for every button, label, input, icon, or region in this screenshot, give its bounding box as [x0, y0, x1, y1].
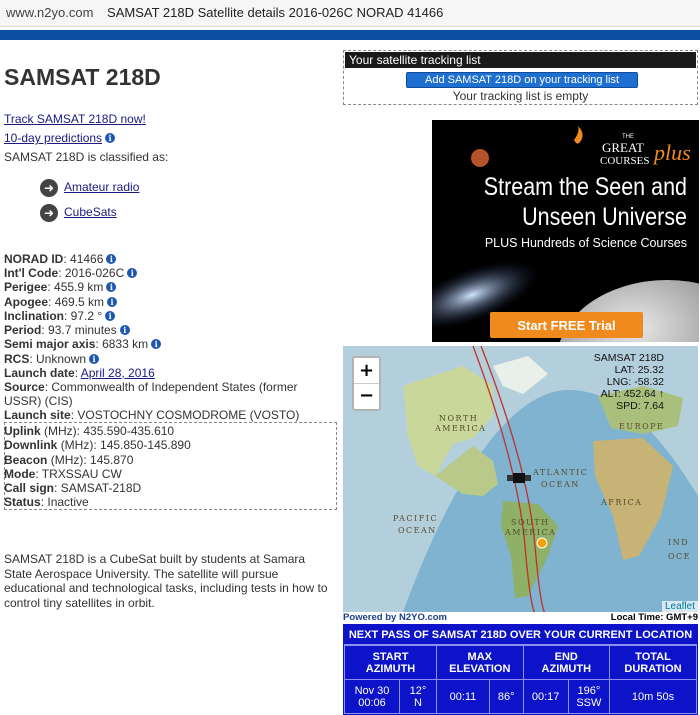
launch-date-link[interactable]: April 28, 2016	[80, 366, 155, 380]
arrow-right-icon: ➜	[40, 179, 58, 197]
next-pass-panel	[343, 624, 698, 715]
apogee-row: Apogee: 469.5 km i	[4, 295, 117, 309]
beacon-row: Beacon (MHz): 145.870	[4, 453, 134, 467]
start-azimuth-header: START AZIMUTH	[345, 646, 437, 680]
intl-code-row: Int'l Code: 2016-026C i	[4, 266, 137, 280]
field-label: Uplink	[4, 424, 41, 438]
map-label: IND	[668, 538, 690, 547]
page-title: SAMSAT 218D	[4, 64, 161, 90]
category-amateur-radio[interactable]	[40, 179, 139, 197]
info-icon[interactable]: i	[105, 133, 115, 143]
map-label: PACIFIC	[393, 514, 439, 523]
period-row: Period: 93.7 minutes i	[4, 323, 130, 337]
leaflet-attribution-link[interactable]: Leaflet	[662, 601, 698, 612]
start-time-cell: Nov 30 00:06	[345, 680, 400, 714]
launch-date-row: Launch date: April 28, 2016	[4, 366, 155, 380]
field-value: Commonwealth of Independent States (former	[51, 380, 298, 394]
arrow-right-icon: ➜	[40, 204, 58, 222]
field-value: 41466	[70, 252, 104, 266]
perigee-row: Perigee: 455.9 km i	[4, 280, 116, 294]
field-label: Mode	[4, 467, 36, 481]
domain-text: www.n2yo.com	[6, 5, 94, 20]
zoom-in-button[interactable]: +	[354, 358, 379, 383]
field-label: Int'l Code	[4, 266, 59, 280]
field-label: Call sign	[4, 481, 55, 495]
predictions-row	[4, 131, 115, 145]
field-value: 435.590-435.610	[83, 424, 175, 438]
field-value: VOSTOCHNY COSMODROME (VOSTO)	[77, 408, 300, 422]
downlink-row: Downlink (MHz): 145.850-145.890	[4, 438, 191, 452]
field-label: Semi major axis	[4, 337, 96, 351]
site-header-bar	[0, 30, 700, 40]
start-free-trial-button[interactable]: Start FREE Trial	[490, 312, 643, 338]
table-row	[345, 680, 697, 714]
semi-major-axis-row: Semi major axis: 6833 km i	[4, 337, 161, 351]
field-value: TRXSSAU CW	[41, 467, 122, 481]
map-label: SOUTH	[511, 518, 550, 527]
readout-name: SAMSAT 218D	[593, 352, 664, 364]
field-label: Status	[4, 495, 41, 509]
map-label: OCE	[668, 552, 692, 561]
launch-site-row: Launch site: VOSTOCHNY COSMODROME (VOSTO)	[4, 408, 300, 422]
map-label: EUROPE	[619, 422, 665, 431]
tracking-list-empty-text: Your tracking list is empty	[452, 89, 589, 103]
end-time-cell: 00:17	[523, 680, 568, 714]
total-duration-header: TOTAL DURATION	[610, 646, 697, 680]
field-value: 97.2 °	[70, 309, 103, 323]
field-value: 6833 km	[102, 337, 149, 351]
field-value: 93.7 minutes	[48, 323, 117, 337]
max-elevation-cell: 86°	[489, 680, 523, 714]
field-value: 455.9 km	[54, 280, 104, 294]
tracking-list-header: Your satellite tracking list	[345, 52, 696, 68]
status-row: Status: Inactive	[4, 495, 89, 509]
map-label: AMERICA	[435, 424, 487, 433]
satellite-description: SAMSAT 218D is a CubeSat built by students at Samara State Aerospace University. The satellite will pursue educational and technological tasks, including tests in how to control tiny satellites in orbit.	[4, 552, 328, 610]
next-pass-title: NEXT PASS OF SAMSAT 218D OVER YOUR CURRENT LOCATION	[344, 625, 697, 645]
max-time-cell: 00:11	[437, 680, 490, 714]
uplink-row: Uplink (MHz): 435.590-435.610	[4, 424, 175, 438]
track-now-link[interactable]: Track SAMSAT 218D now!	[4, 112, 146, 126]
zoom-out-button[interactable]: −	[354, 383, 379, 408]
satellite-position-readout	[594, 352, 664, 412]
local-time-text: Local Time: GMT+9	[610, 612, 698, 623]
powered-by-text: Powered by N2YO.com	[343, 612, 448, 623]
map-label: NORTH	[439, 414, 479, 423]
field-value: Unknown	[36, 352, 87, 366]
rcs-row: RCS: Unknown i	[4, 352, 99, 366]
next-pass-table	[344, 645, 697, 714]
flame-icon	[574, 126, 583, 144]
field-label: Launch site	[4, 408, 71, 422]
field-label: Inclination	[4, 309, 64, 323]
info-icon[interactable]: i	[89, 354, 99, 364]
field-label: Apogee	[4, 295, 49, 309]
field-value: 145.850-145.890	[100, 438, 191, 452]
field-unit: (MHz)	[44, 424, 77, 438]
info-icon[interactable]: i	[127, 268, 137, 278]
category-cubesats[interactable]	[40, 204, 117, 222]
readout-lng: LNG: -58.32	[606, 376, 664, 388]
map-label: ATLANTIC	[533, 468, 589, 477]
add-to-tracking-list-button[interactable]: Add SAMSAT 218D on your tracking list	[406, 72, 638, 88]
map-label: OCEAN	[541, 480, 580, 489]
field-label: RCS	[4, 352, 30, 366]
info-icon[interactable]: i	[106, 282, 116, 292]
classified-text: SAMSAT 218D is classified as:	[4, 150, 169, 164]
field-value: 145.870	[90, 453, 134, 467]
info-icon[interactable]: i	[151, 339, 161, 349]
category-link[interactable]: CubeSats	[64, 205, 117, 220]
duration-cell: 10m 50s	[610, 680, 697, 714]
satellite-map[interactable]	[343, 346, 698, 612]
end-azimuth-cell: 196° SSW	[568, 680, 609, 714]
info-icon[interactable]: i	[105, 311, 115, 321]
window-title: SAMSAT 218D Satellite details 2016-026C NORAD 41466	[107, 5, 444, 20]
field-value: 2016-026C	[64, 266, 125, 280]
field-label: Perigee	[4, 280, 48, 294]
ad-headline: Stream the Seen and Unseen Universe	[483, 173, 687, 231]
category-link[interactable]: Amateur radio	[64, 180, 140, 195]
info-icon[interactable]: i	[107, 297, 117, 307]
field-unit: (MHz)	[60, 438, 94, 452]
ad-subline: PLUS Hundreds of Science Courses	[484, 236, 687, 250]
zoom-control	[352, 356, 381, 411]
field-value: Inactive	[47, 495, 89, 509]
inclination-row: Inclination: 97.2 ° i	[4, 309, 115, 323]
info-icon[interactable]: i	[120, 325, 130, 335]
field-label: Beacon	[4, 453, 48, 467]
start-azimuth-cell: 12° N	[400, 680, 437, 714]
field-label: Source	[4, 380, 45, 394]
predictions-link[interactable]: 10-day predictions	[4, 131, 103, 145]
field-label: Downlink	[4, 438, 58, 452]
field-unit: (MHz)	[50, 453, 84, 467]
observer-location-icon	[537, 538, 547, 548]
field-label: Period	[4, 323, 42, 337]
field-label: Launch date	[4, 366, 75, 380]
map-label: AFRICA	[601, 498, 643, 507]
max-elevation-header: MAX ELEVATION	[437, 646, 524, 680]
readout-alt: ALT: 452.64 ↑	[600, 388, 664, 400]
readout-lat: LAT: 25.32	[614, 364, 664, 376]
field-label: NORAD ID	[4, 252, 64, 266]
source-row-continued: USSR) (CIS)	[4, 394, 73, 408]
source-row: Source: Commonwealth of Independent States (former	[4, 380, 298, 394]
field-value: SAMSAT-218D	[60, 481, 142, 495]
table-header-row	[345, 646, 697, 680]
field-value: 469.5 km	[54, 295, 105, 309]
call-sign-row: Call sign: SAMSAT-218D	[4, 481, 142, 495]
map-label: AMERICA	[505, 528, 557, 537]
tracking-list-panel	[343, 50, 698, 105]
norad-id-row: NORAD ID: 41466 i	[4, 252, 116, 266]
map-label: OCEAN	[398, 526, 437, 535]
advertisement-banner[interactable]: THE GREAT COURSES plus Stream the Seen and Unseen Universe PLUS Hundreds of Science Courses Start FREE Trial	[432, 120, 699, 342]
map-footer	[343, 612, 698, 623]
readout-spd: SPD: 7.64	[616, 400, 664, 412]
info-icon[interactable]: i	[106, 254, 116, 264]
browser-title-bar	[0, 0, 700, 27]
end-azimuth-header: END AZIMUTH	[523, 646, 609, 680]
mode-row: Mode: TRXSSAU CW	[4, 467, 122, 481]
